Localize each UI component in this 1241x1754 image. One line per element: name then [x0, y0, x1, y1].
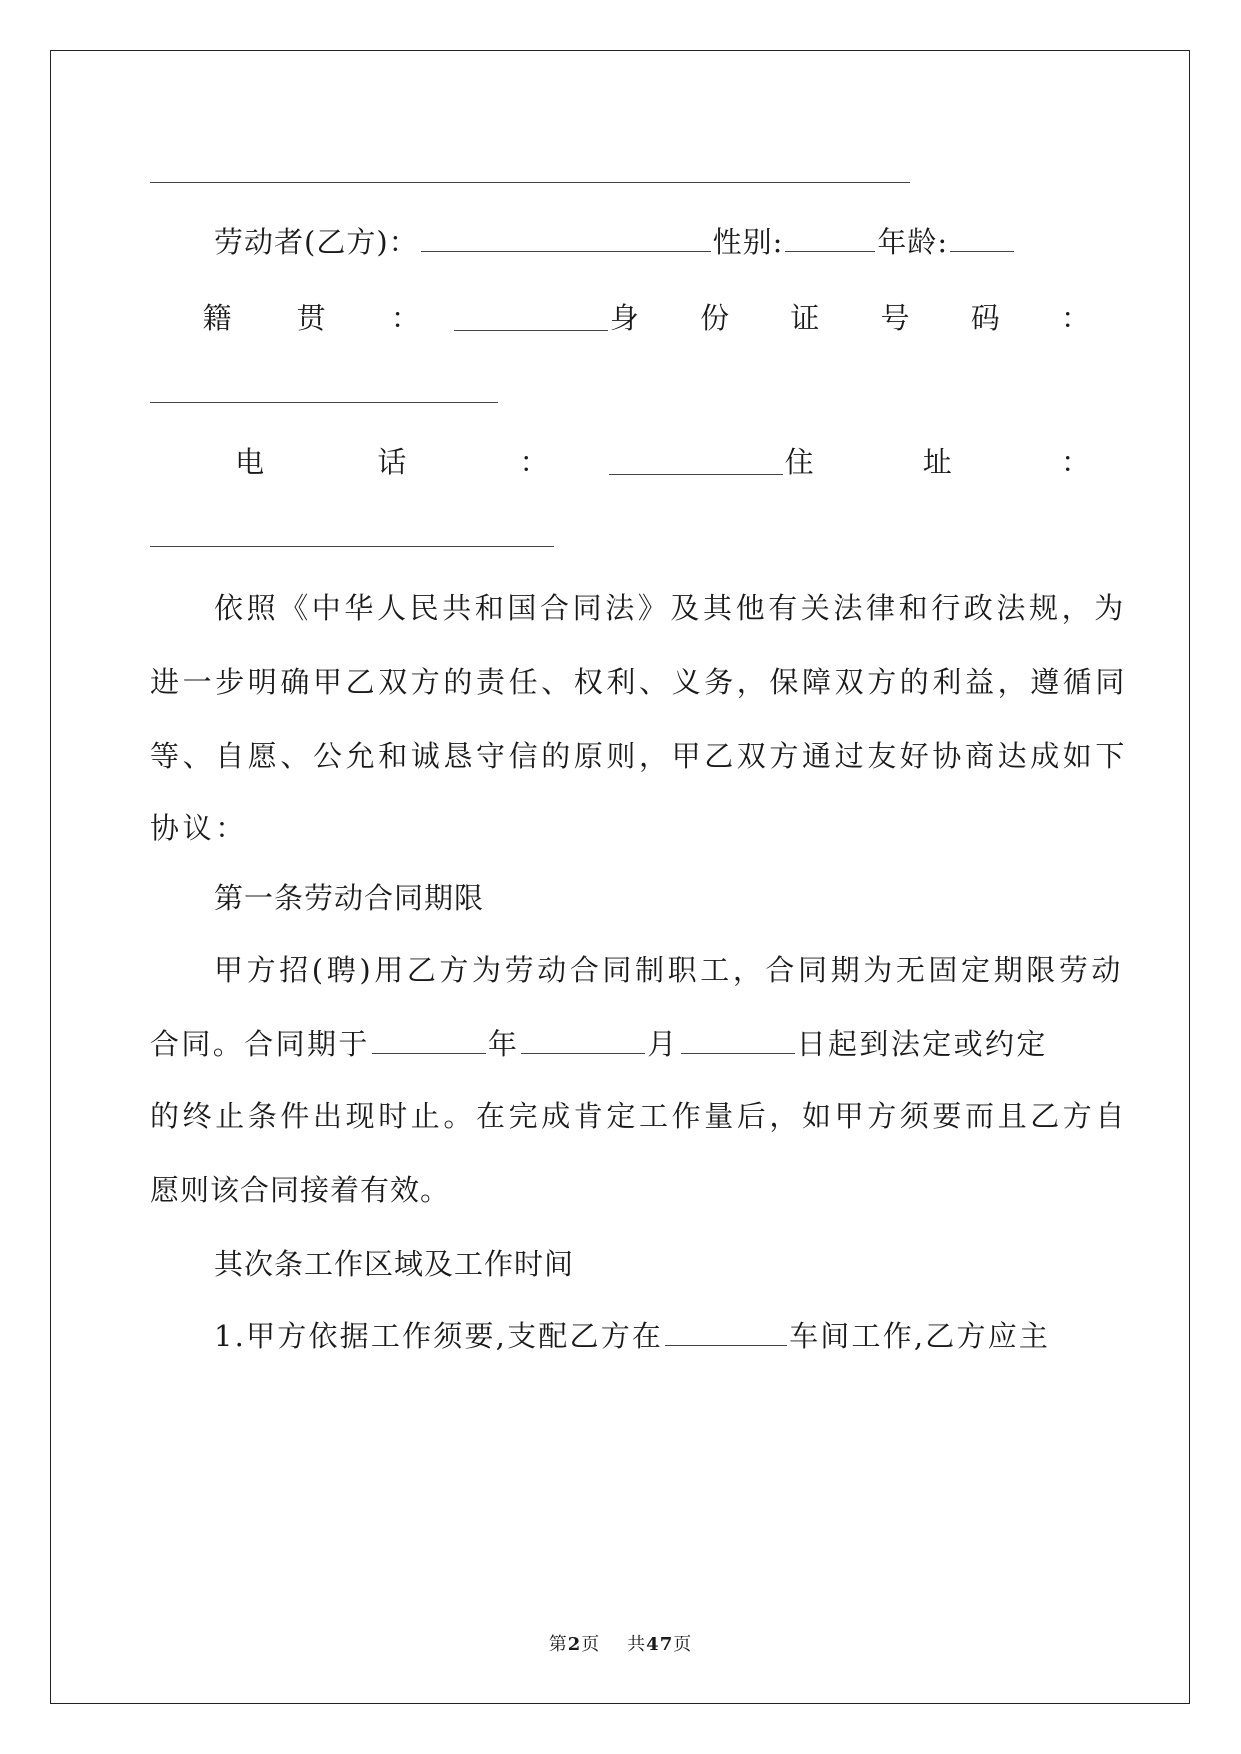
id-number-field[interactable] [150, 402, 498, 403]
contract-start-label: 合同。合同期于 [150, 1027, 370, 1061]
native-place-field[interactable] [454, 306, 608, 331]
native-place-label: 籍 贯 ： [202, 301, 448, 335]
article-1-line-2 [150, 1024, 1048, 1064]
month-label: 月 [647, 1027, 679, 1061]
month-field[interactable] [521, 1029, 645, 1054]
age-label: 年龄: [877, 225, 949, 259]
footer-total-pages: 47 [646, 1634, 674, 1655]
address-label: 住 址 ： [784, 445, 1140, 479]
phone-field[interactable] [609, 450, 783, 475]
party-b-name-label: 劳动者(乙方)： [214, 225, 419, 259]
day-field[interactable] [681, 1029, 795, 1054]
native-place-row [150, 298, 1116, 338]
age-field[interactable] [950, 227, 1014, 252]
footer-page-suffix: 页 [673, 1634, 693, 1655]
gender-field[interactable] [785, 227, 875, 252]
footer-page-number: 2 [567, 1634, 582, 1655]
phone-label: 电 话 ： [235, 445, 601, 479]
article-2-item-1-b: 车间工作,乙方应主 [789, 1319, 1051, 1353]
footer-page-prefix: 第 [548, 1634, 568, 1655]
header-underline [150, 182, 910, 183]
article-1-line-1: 甲方招(聘)用乙方为劳动合同制职工，合同期为无固定期限劳动 [214, 953, 1125, 987]
party-b-name-field[interactable] [421, 227, 711, 252]
year-label: 年 [487, 1027, 520, 1061]
preamble-line-4: 协议： [150, 811, 248, 845]
id-number-label: 身 份 证 号 码 ： [609, 301, 1116, 335]
day-label: 日起到法定或约定 [796, 1027, 1048, 1061]
article-2-item-1 [214, 1316, 1050, 1356]
phone-row [150, 442, 1140, 482]
address-field[interactable] [150, 546, 554, 547]
party-b-name-row [214, 222, 1016, 262]
preamble-line-1: 依照《中华人民共和国合同法》及其他有关法律和行政法规，为 [214, 591, 1127, 625]
page-footer [0, 1630, 1241, 1656]
preamble-line-2: 进一步明确甲乙双方的责任、权利、义务，保障双方的利益，遵循同 [150, 665, 1129, 699]
year-field[interactable] [372, 1029, 486, 1054]
workshop-field[interactable] [665, 1321, 787, 1346]
article-1-line-3: 的终止条件出现时止。在完成肯定工作量后，如甲方须要而且乙方自 [150, 1099, 1129, 1133]
article-1-title: 第一条劳动合同期限 [214, 881, 485, 915]
gender-label: 性别: [712, 225, 784, 259]
preamble-line-3: 等、自愿、公允和诚恳守信的原则，甲乙双方通过友好协商达成如下 [150, 739, 1129, 773]
article-2-item-1-a: 1.甲方依据工作须要,支配乙方在 [214, 1319, 664, 1353]
article-1-line-4: 愿则该合同接着有效。 [150, 1173, 451, 1207]
article-2-title: 其次条工作区域及工作时间 [214, 1247, 575, 1281]
footer-page-mid: 页 共 [581, 1634, 647, 1655]
